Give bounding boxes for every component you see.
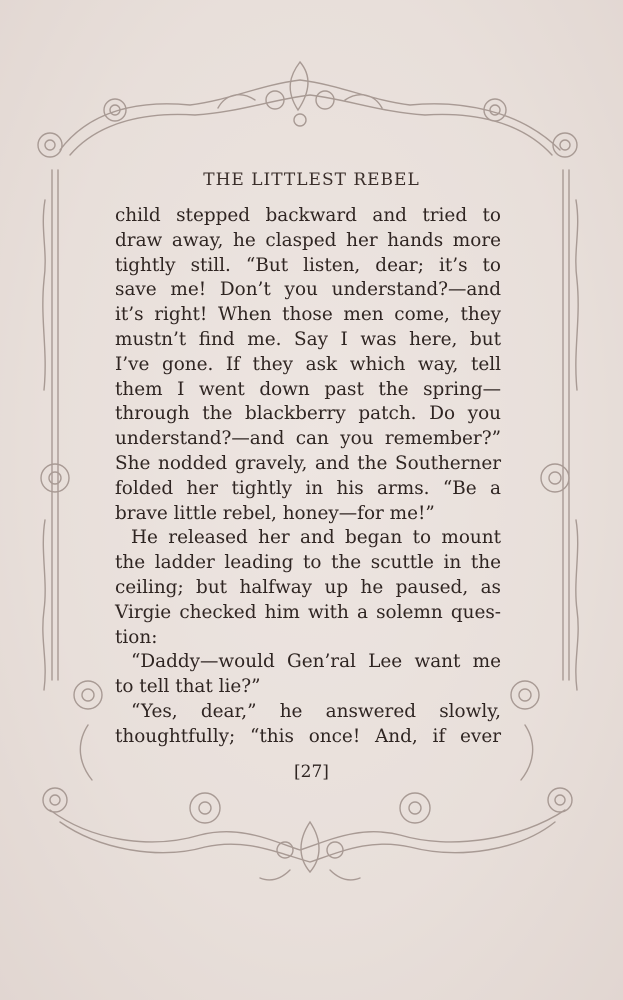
text-line: He released her and began to mount [131,527,501,549]
text-line: tion: [115,626,158,648]
text-line: I’ve gone. If they ask which way, tell [115,353,501,375]
page-number: [27] [294,762,329,782]
text-line: draw away, he clasped her hands more [115,229,501,251]
text-line: mustn’t find me. Say I was here, but [115,328,501,350]
text-line: She nodded gravely, and the Southerner [115,452,501,474]
body-text [115,204,501,750]
text-line: thoughtfully; “this once! And, if ever [115,725,501,747]
text-line: brave little rebel, honey—for me!” [115,502,435,524]
text-line: them I went down past the spring— [115,378,501,400]
text-line: save me! Don’t you understand?—and [115,279,501,301]
text-line: understand?—and can you remember?” [115,428,501,450]
text-line: folded her tightly in his arms. “Be a [115,477,501,499]
text-line: to tell that lie?” [115,676,261,698]
text-line: tightly still. “But listen, dear; it’s to [115,254,501,276]
text-line: child stepped backward and tried to [115,205,501,226]
text-line: it’s right! When those men come, they [115,304,501,326]
text-line: Virgie checked him with a solemn ques- [115,601,501,623]
text-line: ceiling; but halfway up he paused, as [115,576,501,598]
text-line: the ladder leading to the scuttle in the [115,552,501,574]
text-line: “Yes, dear,” he answered slowly, [131,700,501,722]
text-line: “Daddy—would Gen’ral Lee want me [131,651,501,673]
running-head: THE LITTLEST REBEL [203,170,420,190]
text-line: through the blackberry patch. Do you [115,403,501,425]
